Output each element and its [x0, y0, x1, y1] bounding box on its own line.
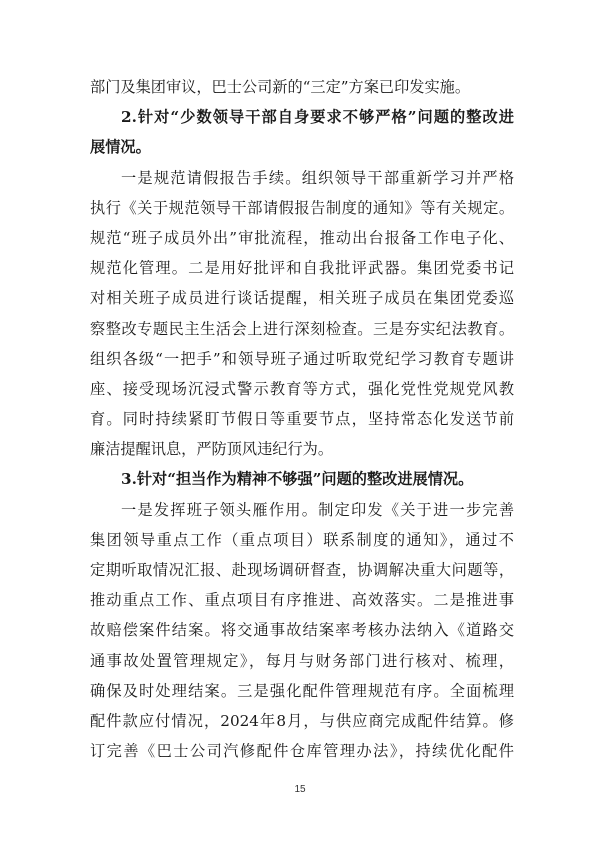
paragraph-line: 订完善《巴士公司汽修配件仓库管理办法》，持续优化配件: [90, 742, 514, 761]
document-body: [90, 72, 514, 766]
paragraph-line: 配件款应付情况，2024年8月，与供应商完成配件结算。修: [90, 711, 514, 730]
paragraph-line: 廉洁提醒讯息，严防顶风违纪行为。: [90, 440, 333, 459]
paragraph-line: 座、接受现场沉浸式警示教育等方式，强化党性党规党风教: [90, 379, 514, 398]
section-heading-2-line-2: 展情况。: [90, 138, 151, 157]
paragraph-line: 推动重点工作、重点项目有序推进、高效落实。二是推进事: [90, 591, 514, 610]
paragraph-line: 察整改专题民主生活会上进行深刻检查。三是夯实纪法教育。: [90, 319, 514, 338]
paragraph-line: 通事故处置管理规定》，每月与财务部门进行核对、梳理，: [90, 651, 514, 670]
paragraph-line: 定期听取情况汇报、赴现场调研督查，协调解决重大问题等，: [90, 561, 514, 579]
paragraph-line: 确保及时处理结案。三是强化配件管理规范有序。全面梳理: [90, 681, 514, 700]
paragraph-line: 一是发挥班子领头雁作用。制定印发《关于进一步完善: [121, 500, 514, 519]
paragraph-line: 规范“班子成员外出”审批流程，推动出台报备工作电子化、: [90, 228, 514, 247]
paragraph-line: 对相关班子成员进行谈话提醒，相关班子成员在集团党委巡: [90, 289, 514, 308]
paragraph-line: 育。同时持续紧盯节假日等重要节点，坚持常态化发送节前: [90, 410, 514, 429]
paragraph-continuation-line: 部门及集团审议，巴士公司新的“三定”方案已印发实施。: [90, 78, 471, 96]
paragraph-line: 执行《关于规范领导干部请假报告制度的通知》等有关规定。: [90, 198, 514, 217]
paragraph-line: 一是规范请假报告手续。组织领导干部重新学习并严格: [121, 168, 514, 187]
paragraph-line: 规范化管理。二是用好批评和自我批评武器。集团党委书记: [90, 259, 514, 278]
paragraph-line: 组织各级“一把手”和领导班子通过听取党纪学习教育专题讲: [90, 349, 514, 368]
page-number: 15: [294, 784, 306, 795]
paragraph-line: 故赔偿案件结案。将交通事故结案率考核办法纳入《道路交: [90, 621, 514, 640]
section-heading-3: 3.针对“担当作为精神不够强”问题的整改进展情况。: [121, 470, 474, 489]
section-heading-2-line-1: 2.针对“少数领导干部自身要求不够严格”问题的整改进: [121, 108, 514, 127]
paragraph-line: 集团领导重点工作（重点项目）联系制度的通知》，通过不: [90, 530, 514, 549]
